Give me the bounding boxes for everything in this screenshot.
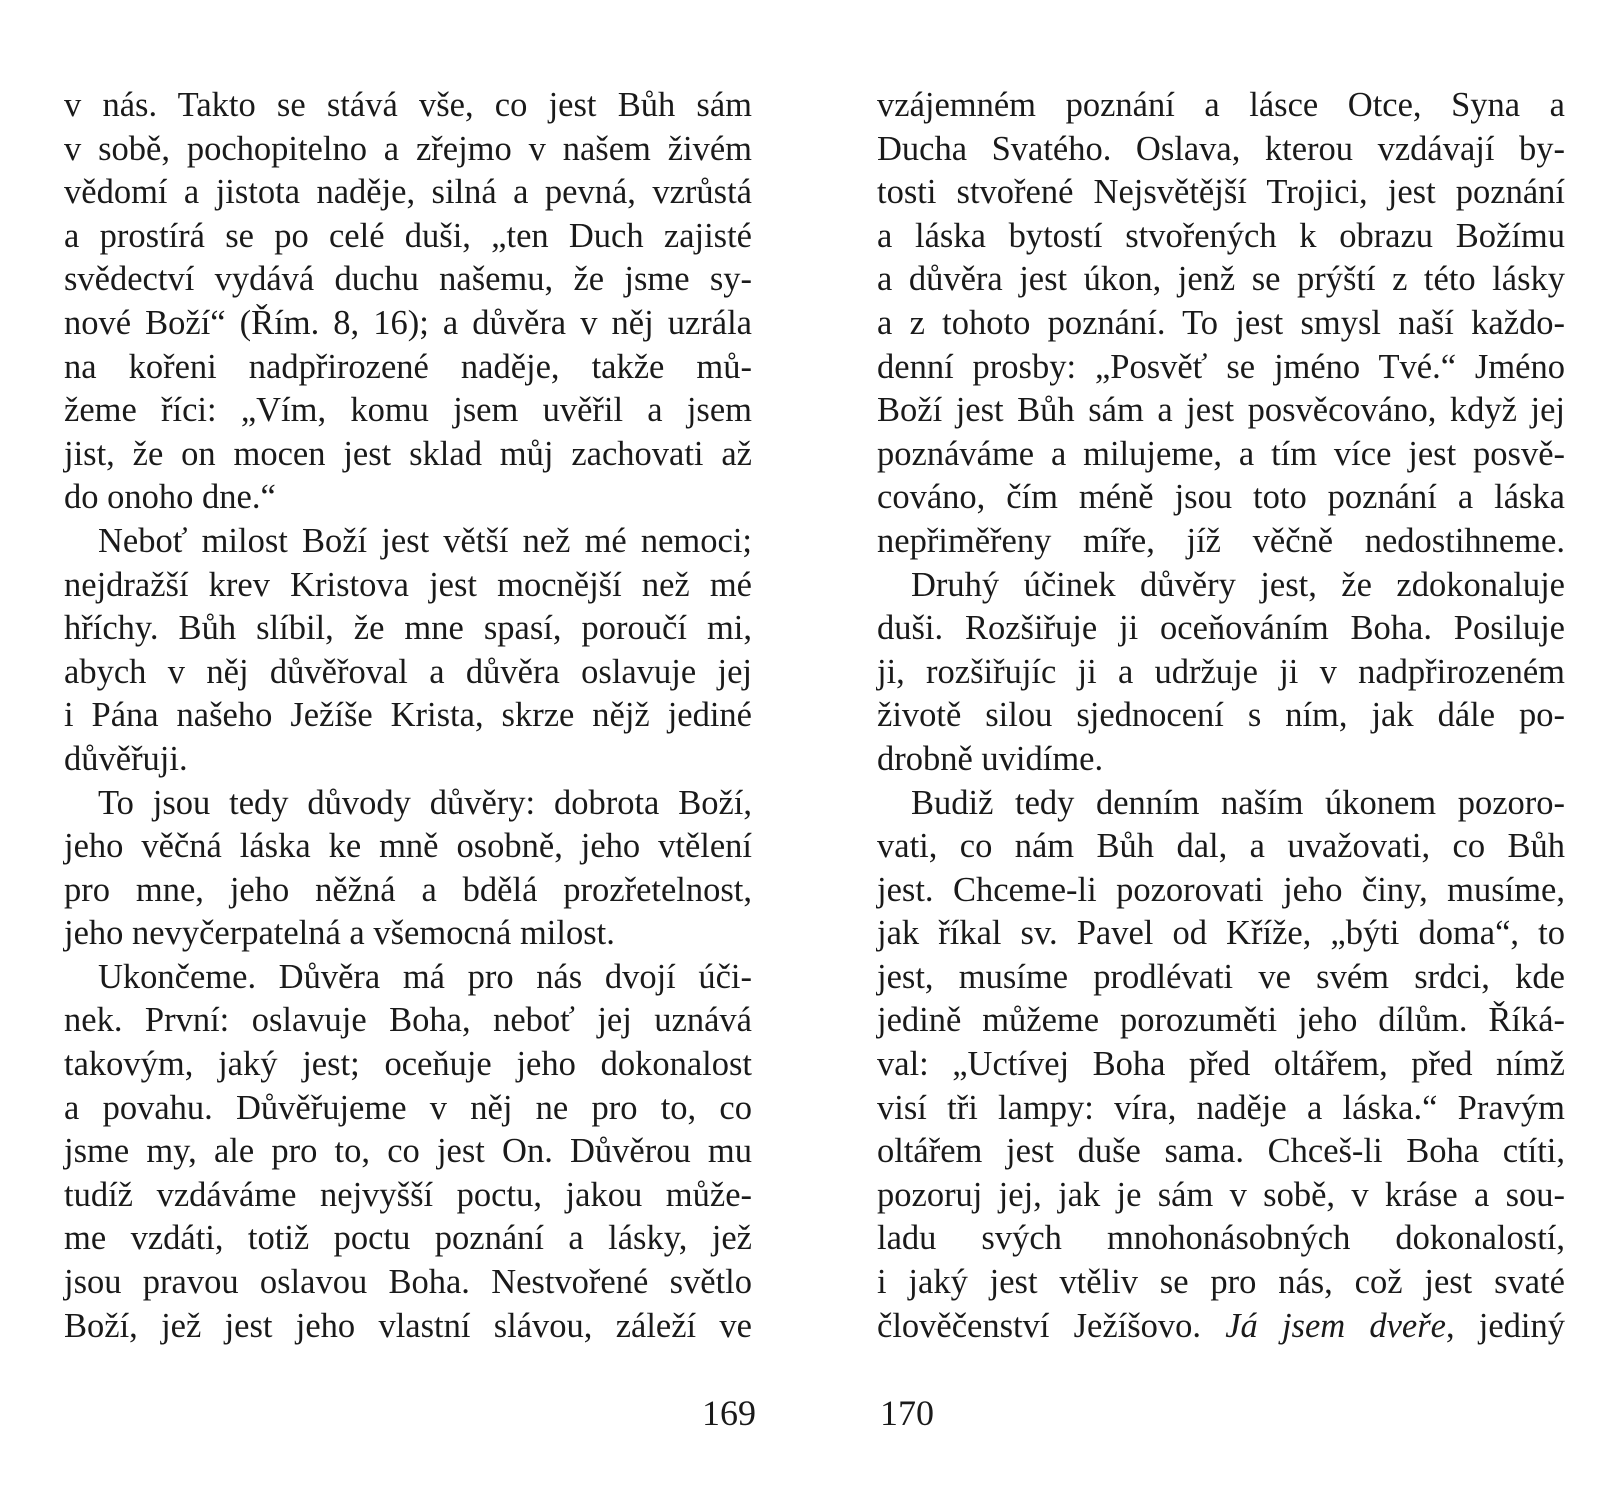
text-line — [64, 956, 752, 1000]
text-line — [877, 171, 1565, 215]
text-line — [64, 825, 752, 869]
text-line — [877, 607, 1565, 651]
text-line — [877, 956, 1565, 1000]
line-text: v nás. Takto se stává vše, co jest Bůh sám — [64, 86, 752, 124]
right-page-text — [877, 84, 1565, 1348]
line-text: val: „Uctívej Boha před oltářem, před nímž — [877, 1045, 1565, 1084]
line-text: jak říkal sv. Pavel od Kříže, „býti doma“, to — [877, 914, 1565, 953]
text-line — [877, 215, 1565, 259]
text-line — [877, 869, 1565, 913]
line-text: vědomí a jistota naděje, silná a pevná, vzrůstá — [64, 173, 752, 212]
line-text: nek. První: oslavuje Boha, neboť jej uznává — [64, 1001, 752, 1040]
text-line — [64, 84, 752, 128]
line-text: a důvěra jest úkon, jenž se prýští z této lásky — [877, 260, 1565, 299]
text-line — [877, 520, 1565, 564]
line-text: i jaký jest vtěliv se pro nás, což jest svaté — [877, 1263, 1565, 1302]
page-number-left: 169 — [702, 1393, 756, 1433]
line-text: Neboť milost Boží jest větší než mé nemoci; — [98, 521, 752, 560]
line-text: Budiž tedy denním naším úkonem pozoro- — [911, 783, 1565, 822]
text-line — [64, 651, 752, 695]
text-line — [64, 1087, 752, 1131]
text-line — [877, 999, 1565, 1043]
line-text: poznáváme a milujeme, a tím více jest posvě- — [877, 434, 1565, 473]
line-text: ji, rozšiřujíc ji a udržuje ji v nadpřirozeném — [877, 652, 1565, 691]
text-line — [877, 476, 1565, 520]
line-text: To jsou tedy důvody důvěry: dobrota Boží, — [98, 783, 752, 822]
line-text: cováno, čím méně jsou toto poznání a láska — [877, 478, 1565, 517]
page-number-right: 170 — [880, 1393, 934, 1433]
line-text: a prostírá se po celé duši, „ten Duch zajisté — [64, 216, 752, 255]
line-text: Ducha Svatého. Oslava, kterou vzdávají by- — [877, 129, 1565, 168]
line-text: jsme my, ale pro to, co jest On. Důvěrou mu — [64, 1132, 752, 1171]
line-text: nepřiměřeny míře, jíž věčně nedostihneme. — [877, 521, 1565, 560]
text-line — [877, 1261, 1565, 1305]
text-line — [877, 302, 1565, 346]
text-line — [877, 694, 1565, 738]
line-text: oltářem jest duše sama. Chceš-li Boha ctíti, — [877, 1132, 1565, 1171]
line-text: me vzdáti, totiž poctu poznání a lásky, jež — [64, 1219, 752, 1258]
line-text: člověčenství Ježíšovo. — [877, 1306, 1226, 1345]
text-line — [64, 215, 752, 259]
text-line — [64, 1130, 752, 1174]
line-text: svědectví vydává duchu našemu, že jsme sy- — [64, 260, 752, 299]
text-line — [877, 128, 1565, 172]
line-text: v sobě, pochopitelno a zřejmo v našem živém — [64, 129, 752, 168]
line-text: jest, musíme prodlévati ve svém srdci, kde — [877, 957, 1565, 996]
line-text: visí tři lampy: víra, naděje a láska.“ Pravým — [877, 1088, 1565, 1127]
text-line — [877, 782, 1565, 826]
text-line — [877, 258, 1565, 302]
text-line — [64, 912, 752, 956]
text-line — [64, 999, 752, 1043]
text-line — [877, 1087, 1565, 1131]
line-text-after: , jediný — [1445, 1306, 1566, 1345]
line-text: jeho nevyčerpatelná a všemocná milost. — [64, 914, 615, 953]
text-line — [64, 869, 752, 913]
line-text: jest. Chceme-li pozorovati jeho činy, musíme, — [877, 870, 1565, 909]
line-text: důvěřuji. — [64, 739, 188, 778]
text-line — [64, 128, 752, 172]
line-text: Ukončeme. Důvěra má pro nás dvojí úči- — [98, 957, 752, 996]
text-line — [64, 476, 752, 520]
line-text: abych v něj důvěřoval a důvěra oslavuje jej — [64, 652, 752, 691]
line-text: jeho věčná láska ke mně osobně, jeho vtělení — [64, 827, 752, 866]
line-text: Druhý účinek důvěry jest, že zdokonaluje — [911, 565, 1565, 604]
text-line — [877, 389, 1565, 433]
text-line — [64, 1043, 752, 1087]
line-text: a z tohoto poznání. To jest smysl naší každo- — [877, 303, 1565, 342]
text-line — [64, 389, 752, 433]
line-text: tudíž vzdáváme nejvyšší poctu, jakou může- — [64, 1175, 752, 1214]
line-text: životě silou sjednocení s ním, jak dále po- — [877, 696, 1565, 735]
line-text: nové Boží“ (Řím. 8, 16); a důvěra v něj uzrála — [64, 303, 752, 342]
line-text: pozoruj jej, jak je sám v sobě, v kráse a sou- — [877, 1175, 1565, 1214]
text-line — [64, 1217, 752, 1261]
text-line — [877, 1130, 1565, 1174]
line-text: Boží, jež jest jeho vlastní slávou, záleží ve — [64, 1306, 752, 1345]
text-line — [877, 1305, 1565, 1349]
text-line — [64, 694, 752, 738]
line-text: a povahu. Důvěřujeme v něj ne pro to, co — [64, 1088, 752, 1127]
text-line — [877, 433, 1565, 477]
line-text: vati, co nám Bůh dal, a uvažovati, co Bůh — [877, 827, 1565, 866]
line-text: duši. Rozšiřuje ji oceňováním Boha. Posiluje — [877, 609, 1565, 648]
line-text: pro mne, jeho něžná a bdělá prozřetelnost, — [64, 870, 752, 909]
line-text: na kořeni nadpřirozené naděje, takže mů- — [64, 347, 752, 386]
text-line — [877, 1174, 1565, 1218]
text-line — [877, 1043, 1565, 1087]
text-line — [877, 825, 1565, 869]
line-text: do onoho dne.“ — [64, 478, 276, 517]
line-text: i Pána našeho Ježíše Krista, skrze nějž jediné — [64, 696, 752, 735]
text-line — [64, 564, 752, 608]
text-line — [64, 346, 752, 390]
text-line — [877, 912, 1565, 956]
text-line — [64, 607, 752, 651]
line-text: nejdražší krev Kristova jest mocnější než mé — [64, 565, 752, 604]
text-line — [877, 1217, 1565, 1261]
line-text: žeme říci: „Vím, komu jsem uvěřil a jsem — [64, 391, 752, 430]
text-line — [64, 302, 752, 346]
line-text: drobně uvidíme. — [877, 739, 1104, 778]
text-line — [64, 520, 752, 564]
line-text: tosti stvořené Nejsvětější Trojici, jest poznání — [877, 173, 1565, 212]
italic-phrase: Já jsem dveře — [1225, 1306, 1446, 1345]
text-line — [877, 346, 1565, 390]
line-text: jsou pravou oslavou Boha. Nestvořené světlo — [64, 1263, 752, 1302]
text-line — [64, 258, 752, 302]
line-text: jedině můžeme porozuměti jeho dílům. Říká- — [877, 1001, 1565, 1040]
text-line — [877, 738, 1565, 782]
text-line — [64, 782, 752, 826]
text-line — [64, 433, 752, 477]
line-text: hříchy. Bůh slíbil, že mne spasí, poroučí mi, — [64, 609, 752, 648]
line-text: jist, že on mocen jest sklad můj zachovati až — [64, 434, 752, 473]
text-line — [64, 1261, 752, 1305]
line-text: takovým, jaký jest; oceňuje jeho dokonalost — [64, 1045, 752, 1084]
line-text: vzájemném poznání a lásce Otce, Syna a — [877, 86, 1565, 124]
text-line — [877, 564, 1565, 608]
line-text: Boží jest Bůh sám a jest posvěcováno, když jej — [877, 391, 1565, 430]
left-page-text — [64, 84, 752, 1348]
line-text: a láska bytostí stvořených k obrazu Božímu — [877, 216, 1565, 255]
text-line — [877, 84, 1565, 128]
line-text: ladu svých mnohonásobných dokonalostí, — [877, 1219, 1565, 1258]
text-line — [877, 651, 1565, 695]
text-line — [64, 1305, 752, 1349]
line-text: denní prosby: „Posvěť se jméno Tvé.“ Jméno — [877, 347, 1565, 386]
text-line — [64, 171, 752, 215]
text-line — [64, 1174, 752, 1218]
text-line — [64, 738, 752, 782]
